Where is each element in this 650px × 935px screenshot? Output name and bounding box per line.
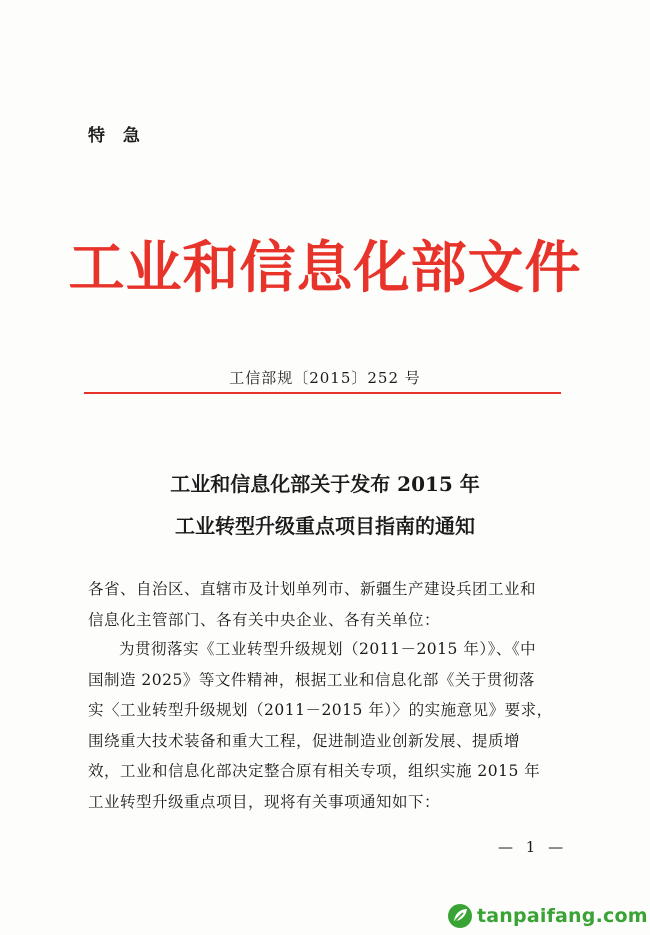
red-divider-line <box>84 392 561 394</box>
notice-title-line-2: 工业转型升级重点项目指南的通知 <box>175 514 475 538</box>
paragraph-line: 效，工业和信息化部决定整合原有相关专项，组织实施 2015 年 <box>88 762 541 780</box>
body-paragraph <box>88 634 568 817</box>
leaf-logo-icon <box>447 903 473 929</box>
paragraph-line: 工业转型升级重点项目，现将有关事项通知如下： <box>88 792 441 811</box>
watermark-text: tanpaifang.com <box>477 905 648 927</box>
notice-title-line-1: 工业和信息化部关于发布 2015 年 <box>170 472 480 496</box>
paragraph-line: 实〈工业转型升级规划（2011－2015 年）〉的实施意见》要求， <box>88 701 553 719</box>
watermark-logo <box>447 903 648 929</box>
page-number: — 1 — <box>498 838 568 856</box>
salutation-line: 各省、自治区、直辖市及计划单列市、新疆生产建设兵团工业和 <box>88 580 537 598</box>
issuer-header: 工业和信息化部文件 <box>68 236 582 301</box>
salutation-line: 信息化主管部门、各有关中央企业、各有关单位： <box>88 610 441 629</box>
paragraph-line: 为贯彻落实《工业转型升级规划（2011－2015 年）》、《中 <box>119 640 537 658</box>
paragraph-line: 围绕重大技术装备和重大工程，促进制造业创新发展、提质增 <box>88 731 521 750</box>
paragraph-line: 国制造 2025》等文件精神，根据工业和信息化部《关于贯彻落 <box>88 670 535 689</box>
document-number: 工信部规〔2015〕252 号 <box>229 369 421 387</box>
salutation <box>88 574 568 635</box>
urgency-label: 特 急 <box>88 126 146 146</box>
